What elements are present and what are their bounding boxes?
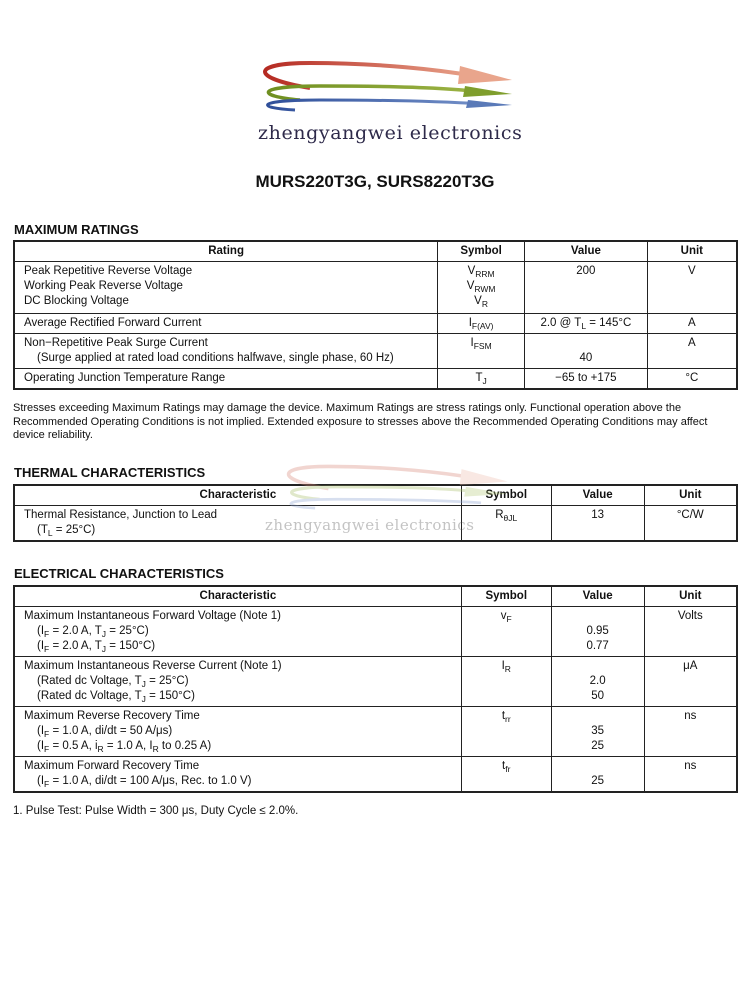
value-text: 25 [591, 775, 605, 787]
characteristic-text: Maximum Instantaneous Forward Voltage (Note 1) [24, 610, 281, 622]
unit-cell: V [647, 262, 737, 314]
value-cell [551, 707, 644, 757]
symbol-sub: J [482, 376, 487, 386]
value-text: 0.77 [586, 640, 609, 652]
characteristic-cell [14, 506, 461, 542]
header-symbol: Symbol [461, 485, 551, 506]
footnote: 1. Pulse Test: Pulse Width = 300 μs, Duty Cycle ≤ 2.0%. [13, 805, 299, 817]
symbol-base: t [501, 710, 506, 722]
symbol-sub: F(AV) [471, 321, 494, 331]
unit-cell: μA [644, 657, 737, 707]
symbol-base: R [495, 509, 504, 521]
unit-cell: ns [644, 757, 737, 793]
thermal-title: THERMAL CHARACTERISTICS [14, 465, 206, 480]
value-text: 25 [591, 740, 605, 752]
symbol-cell [438, 262, 525, 314]
table-row [14, 334, 737, 369]
characteristic-text: Maximum Reverse Recovery Time [24, 710, 200, 722]
condition-text: ($I_F = 2.0$ A, $T_J = 25^\circ C$) [37, 625, 149, 639]
symbol-base: I [501, 660, 505, 672]
value-text: 50 [591, 690, 605, 702]
table-row [14, 607, 737, 657]
symbol-cell [461, 657, 551, 707]
symbol-base: I [468, 317, 472, 329]
max-ratings-title: MAXIMUM RATINGS [14, 222, 139, 237]
header-symbol: Symbol [461, 586, 551, 607]
symbol-sub: θJL [503, 513, 518, 523]
value-cell: −65 to +175 [525, 369, 648, 390]
arrows-logo-icon [250, 58, 520, 120]
condition-text [24, 523, 455, 538]
symbol-sub: R [504, 664, 511, 674]
value-sub: L [581, 321, 587, 331]
symbol-base: T [475, 372, 483, 384]
symbol-sub: FSM [473, 341, 492, 351]
symbol-sub: RRM [475, 269, 495, 279]
symbol-cell [461, 757, 551, 793]
value-text: 2.0 @ T [540, 317, 582, 329]
table-row [14, 657, 737, 707]
logo-text: zhengyangwei electronics [258, 122, 523, 144]
rating-text: Non−Repetitive Peak Surge Current [24, 337, 208, 349]
part-title: MURS220T3G, SURS8220T3G [255, 172, 495, 191]
table-row [14, 314, 737, 334]
header-value: Value [551, 586, 644, 607]
header-value: Value [551, 485, 644, 506]
characteristic-cell [14, 707, 461, 757]
max-ratings-table [13, 240, 738, 390]
rating-cell [14, 262, 438, 314]
value-text: = 145°C [586, 317, 632, 329]
symbol-base: V [474, 295, 482, 307]
symbol-cell [438, 314, 525, 334]
stress-note: Stresses exceeding Maximum Ratings may damage the device. Maximum Ratings are stress ratings only. Functional operation above the Recommended Operating Conditions is not implied. Extended exposure to stresses above the Recommended Operating Conditions may affect device reliability. [13, 402, 708, 441]
condition-text: ($I_F = 1.0$ A, di/dt = 50 A/μs) [37, 725, 173, 739]
symbol-base: v [500, 610, 507, 622]
table-row [14, 707, 737, 757]
table-row [14, 262, 737, 314]
value-cell: 200 [525, 262, 648, 314]
symbol-cell [461, 707, 551, 757]
rating-text: Working Peak Reverse Voltage [24, 280, 183, 292]
value-cell [525, 314, 648, 334]
value-cell: 13 [551, 506, 644, 542]
value-cell [551, 657, 644, 707]
header-unit: Unit [644, 586, 737, 607]
symbol-sub: F [506, 614, 512, 624]
condition-text: ($I_F = 2.0$ A, $T_J = 150^\circ C$) [37, 640, 156, 654]
characteristic-cell [14, 607, 461, 657]
symbol-base: V [466, 280, 475, 292]
header-unit: Unit [644, 485, 737, 506]
company-logo [250, 58, 523, 148]
header-characteristic: Characteristic [14, 485, 461, 506]
condition-post: = 25°C) [52, 524, 96, 536]
value-cell [551, 607, 644, 657]
unit-cell: A [647, 314, 737, 334]
symbol-base: t [502, 760, 506, 772]
header-symbol: Symbol [438, 241, 525, 262]
symbol-cell [438, 369, 525, 390]
condition-sub: L [47, 528, 53, 538]
value-text: 35 [591, 725, 605, 737]
symbol-cell [461, 607, 551, 657]
unit-cell: °C [647, 369, 737, 390]
header-unit: Unit [647, 241, 737, 262]
rating-text: Peak Repetitive Reverse Voltage [24, 265, 193, 277]
symbol-cell [438, 334, 525, 369]
value-cell [551, 757, 644, 793]
symbol-sub: fr [505, 764, 511, 774]
header-rating: Rating [14, 241, 438, 262]
value-text: 2.0 [589, 675, 606, 687]
unit-cell: °C/W [644, 506, 737, 542]
table-header-row [14, 485, 737, 506]
characteristic-text: Thermal Resistance, Junction to Lead [24, 509, 218, 521]
table-row [14, 506, 737, 542]
rating-cell: Average Rectified Forward Current [14, 314, 438, 334]
condition-text: (Rated dc Voltage, $T_J = 150^\circ C$) [37, 690, 195, 704]
table-row [14, 757, 737, 793]
thermal-table [13, 484, 738, 542]
condition-pre: (T [37, 524, 48, 536]
rating-cell [14, 334, 438, 369]
rating-condition: (Surge applied at rated load conditions halfwave, single phase, 60 Hz) [37, 352, 394, 364]
condition-text: (Rated dc Voltage, $T_J = 25^\circ C$) [37, 675, 189, 689]
table-row [14, 369, 737, 390]
value-cell: 40 [525, 334, 648, 369]
symbol-cell [461, 506, 551, 542]
unit-cell: A [647, 334, 737, 369]
unit-cell: ns [644, 707, 737, 757]
table-header-row [14, 241, 737, 262]
table-header-row [14, 586, 737, 607]
watermark-text: zhengyangwei electronics [265, 516, 475, 534]
characteristic-cell [14, 657, 461, 707]
condition-text: ($I_F = 1.0$ A, di/dt = 100 A/μs, Rec. to 1.0 V) [37, 775, 252, 789]
header-value: Value [525, 241, 648, 262]
symbol-sub: RWM [474, 284, 496, 294]
rating-text: DC Blocking Voltage [24, 295, 129, 307]
value-text: 0.95 [586, 625, 609, 637]
characteristic-text: Maximum Instantaneous Reverse Current (Note 1) [24, 660, 282, 672]
symbol-sub: R [481, 299, 488, 309]
symbol-base: I [470, 337, 474, 349]
characteristic-cell [14, 757, 461, 793]
characteristic-text: Maximum Forward Recovery Time [24, 760, 200, 772]
unit-cell: Volts [644, 607, 737, 657]
symbol-sub: rr [505, 714, 511, 724]
header-characteristic: Characteristic [14, 586, 461, 607]
electrical-table [13, 585, 738, 793]
electrical-title: ELECTRICAL CHARACTERISTICS [14, 566, 224, 581]
symbol-base: V [467, 265, 476, 277]
condition-text: ($I_F = 0.5$ A, $i_R = 1.0$ A, $I_R$ to 0.25 A) [37, 740, 212, 754]
rating-cell: Operating Junction Temperature Range [14, 369, 438, 390]
